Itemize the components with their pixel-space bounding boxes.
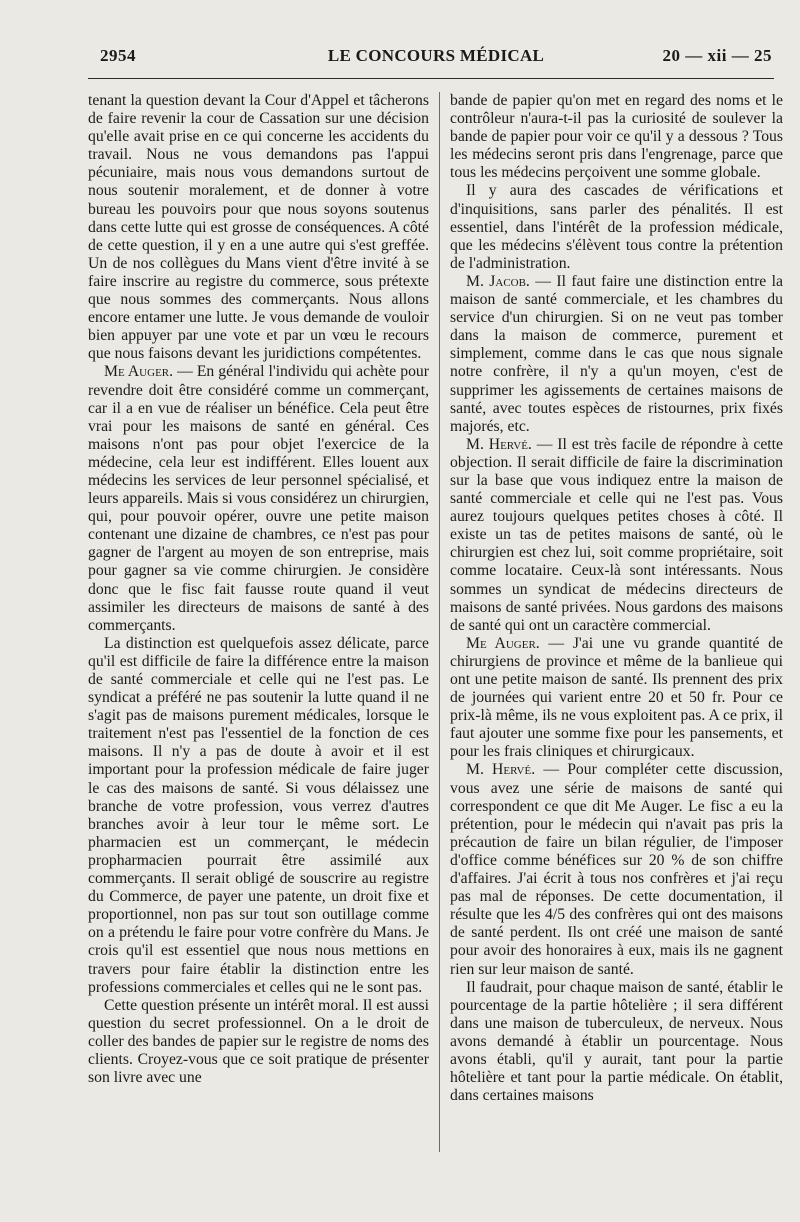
speaker-name: M. Jacob. <box>466 272 530 290</box>
paragraph <box>450 182 783 272</box>
paragraph-text: La distinction est quelquefois assez délicate, parce qu'il est difficile de faire la différence entre la maison de santé commerciale et celle qui ne l'est pas. Le syndicat a préféré ne pas soutenir la lutte quand il ne s'agit pas de maisons purement médicales, lorsque le traitement n'est pas l'essentiel de la fonction de ces maisons. Il n'y a pas de doute à avoir et il est important pour la profession médicale de faire juger le cas des maisons de santé. Si vous délaissez une branche de votre profession, vous verrez d'autres branches avoir à leur tour le même sort. Le pharmacien est un commerçant, le médecin propharmacien pourrait être assimilé aux commerçants. Il serait obligé de souscrire au registre du Commerce, de payer une patente, un droit fixe et proportionnel, non pas sur tout son outillage comme on a prétendu le faire pour votre confrère du Mans. Je crois qu'il est essentiel que nous nous mettions en travers pour faire établir la distinction entre les professions commerciales et celles qui ne le sont pas. <box>88 634 429 996</box>
paragraph-text: — J'ai une vu grande quantité de chirurgiens de province et même de la banlieue qui ont une petite maison de santé. Ils prennent des prix de journées qui varient entre 20 et 50 fr. Pour ce prix-là même, ils ne vous exploitent pas. A ce prix, il faut ajouter une somme fixe pour les pansements, et pour les frais cliniques et chirurgicaux. <box>450 634 783 761</box>
speaker-name: Me Auger. <box>466 634 540 652</box>
paragraph-text: Cette question présente un intérêt moral. Il est aussi question du secret professionnel. On a le droit de coller des bandes de papier sur le registre de noms des clients. Croyez-vous que ce soit pratique de présenter son livre avec une <box>88 996 429 1087</box>
paragraph-text: Il y aura des cascades de vérifications et d'inquisitions, sans parler des pénalités. Il est essentiel, dans l'intérêt de la profession médicale, que les médecins s'élèvent tous contre la prétention de l'administration. <box>450 182 783 272</box>
paragraph <box>450 635 783 762</box>
paragraph-text: — En général l'individu qui achète pour revendre doit être considéré comme un commerçant, car il a en vue de réaliser un bénéfice. Cela peut être vrai pour les maisons de santé en général. Ces maisons n'ont pas pour objet l'exercice de la médecine, cela leur est indifférent. Elles louent aux médecins les services de leur personnel spécialisé, et leurs appareils. Mais si vous considérez un chirurgien, qui, pour pouvoir opérer, ouvre une petite maison contenant une dizaine de chambres, ce n'est pas pour gagner de l'argent au moyen de son entreprise, mais pour gagner sa vie comme chirurgien. Je considère donc que le fisc fait fausse route quand il veut assimiler les directeurs de maisons de santé à des commerçants. <box>88 363 429 634</box>
left-column <box>88 92 429 1087</box>
paragraph <box>88 635 429 997</box>
paragraph <box>88 92 429 363</box>
header-rule <box>88 78 774 79</box>
journal-title: LE CONCOURS MÉDICAL <box>327 46 545 65</box>
paragraph <box>450 761 783 978</box>
paragraph-text: — Pour compléter cette discussion, vous avez une série de maisons de santé qui correspondent ce que dit Me Auger. Le fisc a eu la prétention, pour le médecin qui n'avait pas pris la précaution de faire un bilan régulier, de l'imposer d'office comme bénéfices sur 20 % de son chiffre d'affaires. J'ai écrit à tous nos confrères et j'ai reçu pas mal de réponses. De cette documentation, il résulte que les 4/5 des confrères qui ont des maisons de santé perdent. Ils ont créé une maison de santé pour avoir des honoraires à eux, mais ils ne gagnent rien sur leur maison de santé. <box>450 761 783 978</box>
paragraph-text: Il faudrait, pour chaque maison de santé, établir le pourcentage de la partie hôtelière ; il sera différent dans une maison de tuberculeux, de nerveux. Nous avons demandé à établir un pourcentage. Nous avons établi, qu'il y aurait, tant pour la partie hôtelière et tant pour la partie médicale. On établit, dans certaines maisons <box>450 978 783 1105</box>
paragraph-text: bande de papier qu'on met en regard des noms et le contrôleur n'aura-t-il pas la curiosité de soulever la bande de papier pour voir ce qu'il y a dessous ? Tous les médecins seront pris dans l'engrenage, parce que tous les médecins perçoivent une somme globale. <box>450 92 783 182</box>
paragraph-text: — Il faut faire une distinction entre la maison de santé commerciale, et les chambres du service d'un chirurgien. Si on ne veut pas tomber dans la maison de commerce, purement et simplement, comme dans le cas que nous signale notre confrère, il n'y a qu'un moyen, c'est de supprimer les agissements de certaines maisons de santé, avec toutes espèces de ristournes, prix fixés majorés, etc. <box>450 272 783 435</box>
paragraph <box>450 436 783 635</box>
column-divider <box>439 92 440 1152</box>
paragraph <box>88 997 429 1087</box>
speaker-name: M. Hervé. <box>466 761 536 779</box>
speaker-name: M. Hervé. <box>466 435 532 453</box>
paragraph <box>450 92 783 182</box>
paragraph-text: tenant la question devant la Cour d'Appel et tâcherons de faire revenir la cour de Cassation sur une décision qu'elle avait prise en ce qui concerne les accidents du travail. Nous ne vous demandons pas l'appui pécuniaire, mais nous vous demandons surtout de nous soutenir moralement, et de donner à votre bureau les pouvoirs pour que nous soyons soutenus dans cette lutte qui est grosse de conséquences. A côté de cette question, il y en a une autre qui s'est greffée. Un de nos collègues du Mans vient d'être invité à se faire inscrire au registre du commerce, sous prétexte que nous sommes des commerçants. Nous allons encore entamer une lutte. Je vous demande de vouloir bien appuyer par une vote et par un vœu le recours que nous faisons devant les juridictions compétentes. <box>88 92 429 363</box>
page-number: 2954 <box>100 46 136 65</box>
paragraph <box>88 363 429 634</box>
right-column <box>450 92 783 1105</box>
paragraph <box>450 979 783 1106</box>
speaker-name: Me Auger. <box>104 363 174 381</box>
issue-date: 20 — xii — 25 <box>662 46 772 65</box>
paragraph <box>450 273 783 436</box>
running-header <box>100 46 772 74</box>
paragraph-text: — Il est très facile de répondre à cette objection. Il serait difficile de faire la discrimination sur la base que vous indiquez entre la maison de santé commerciale et celle qui ne l'est pas. Vous aurez toujours quelques petites choses à côté. Il existe un tas de petites maisons de santé, où le chirurgien est chez lui, soit comme propriétaire, soit comme locataire. Ceux-là sont intéressants. Nous sommes un syndicat de médecins directeurs de maisons de santé privées. Nous gardons des maisons de santé qui ont un caractère commercial. <box>450 435 783 634</box>
